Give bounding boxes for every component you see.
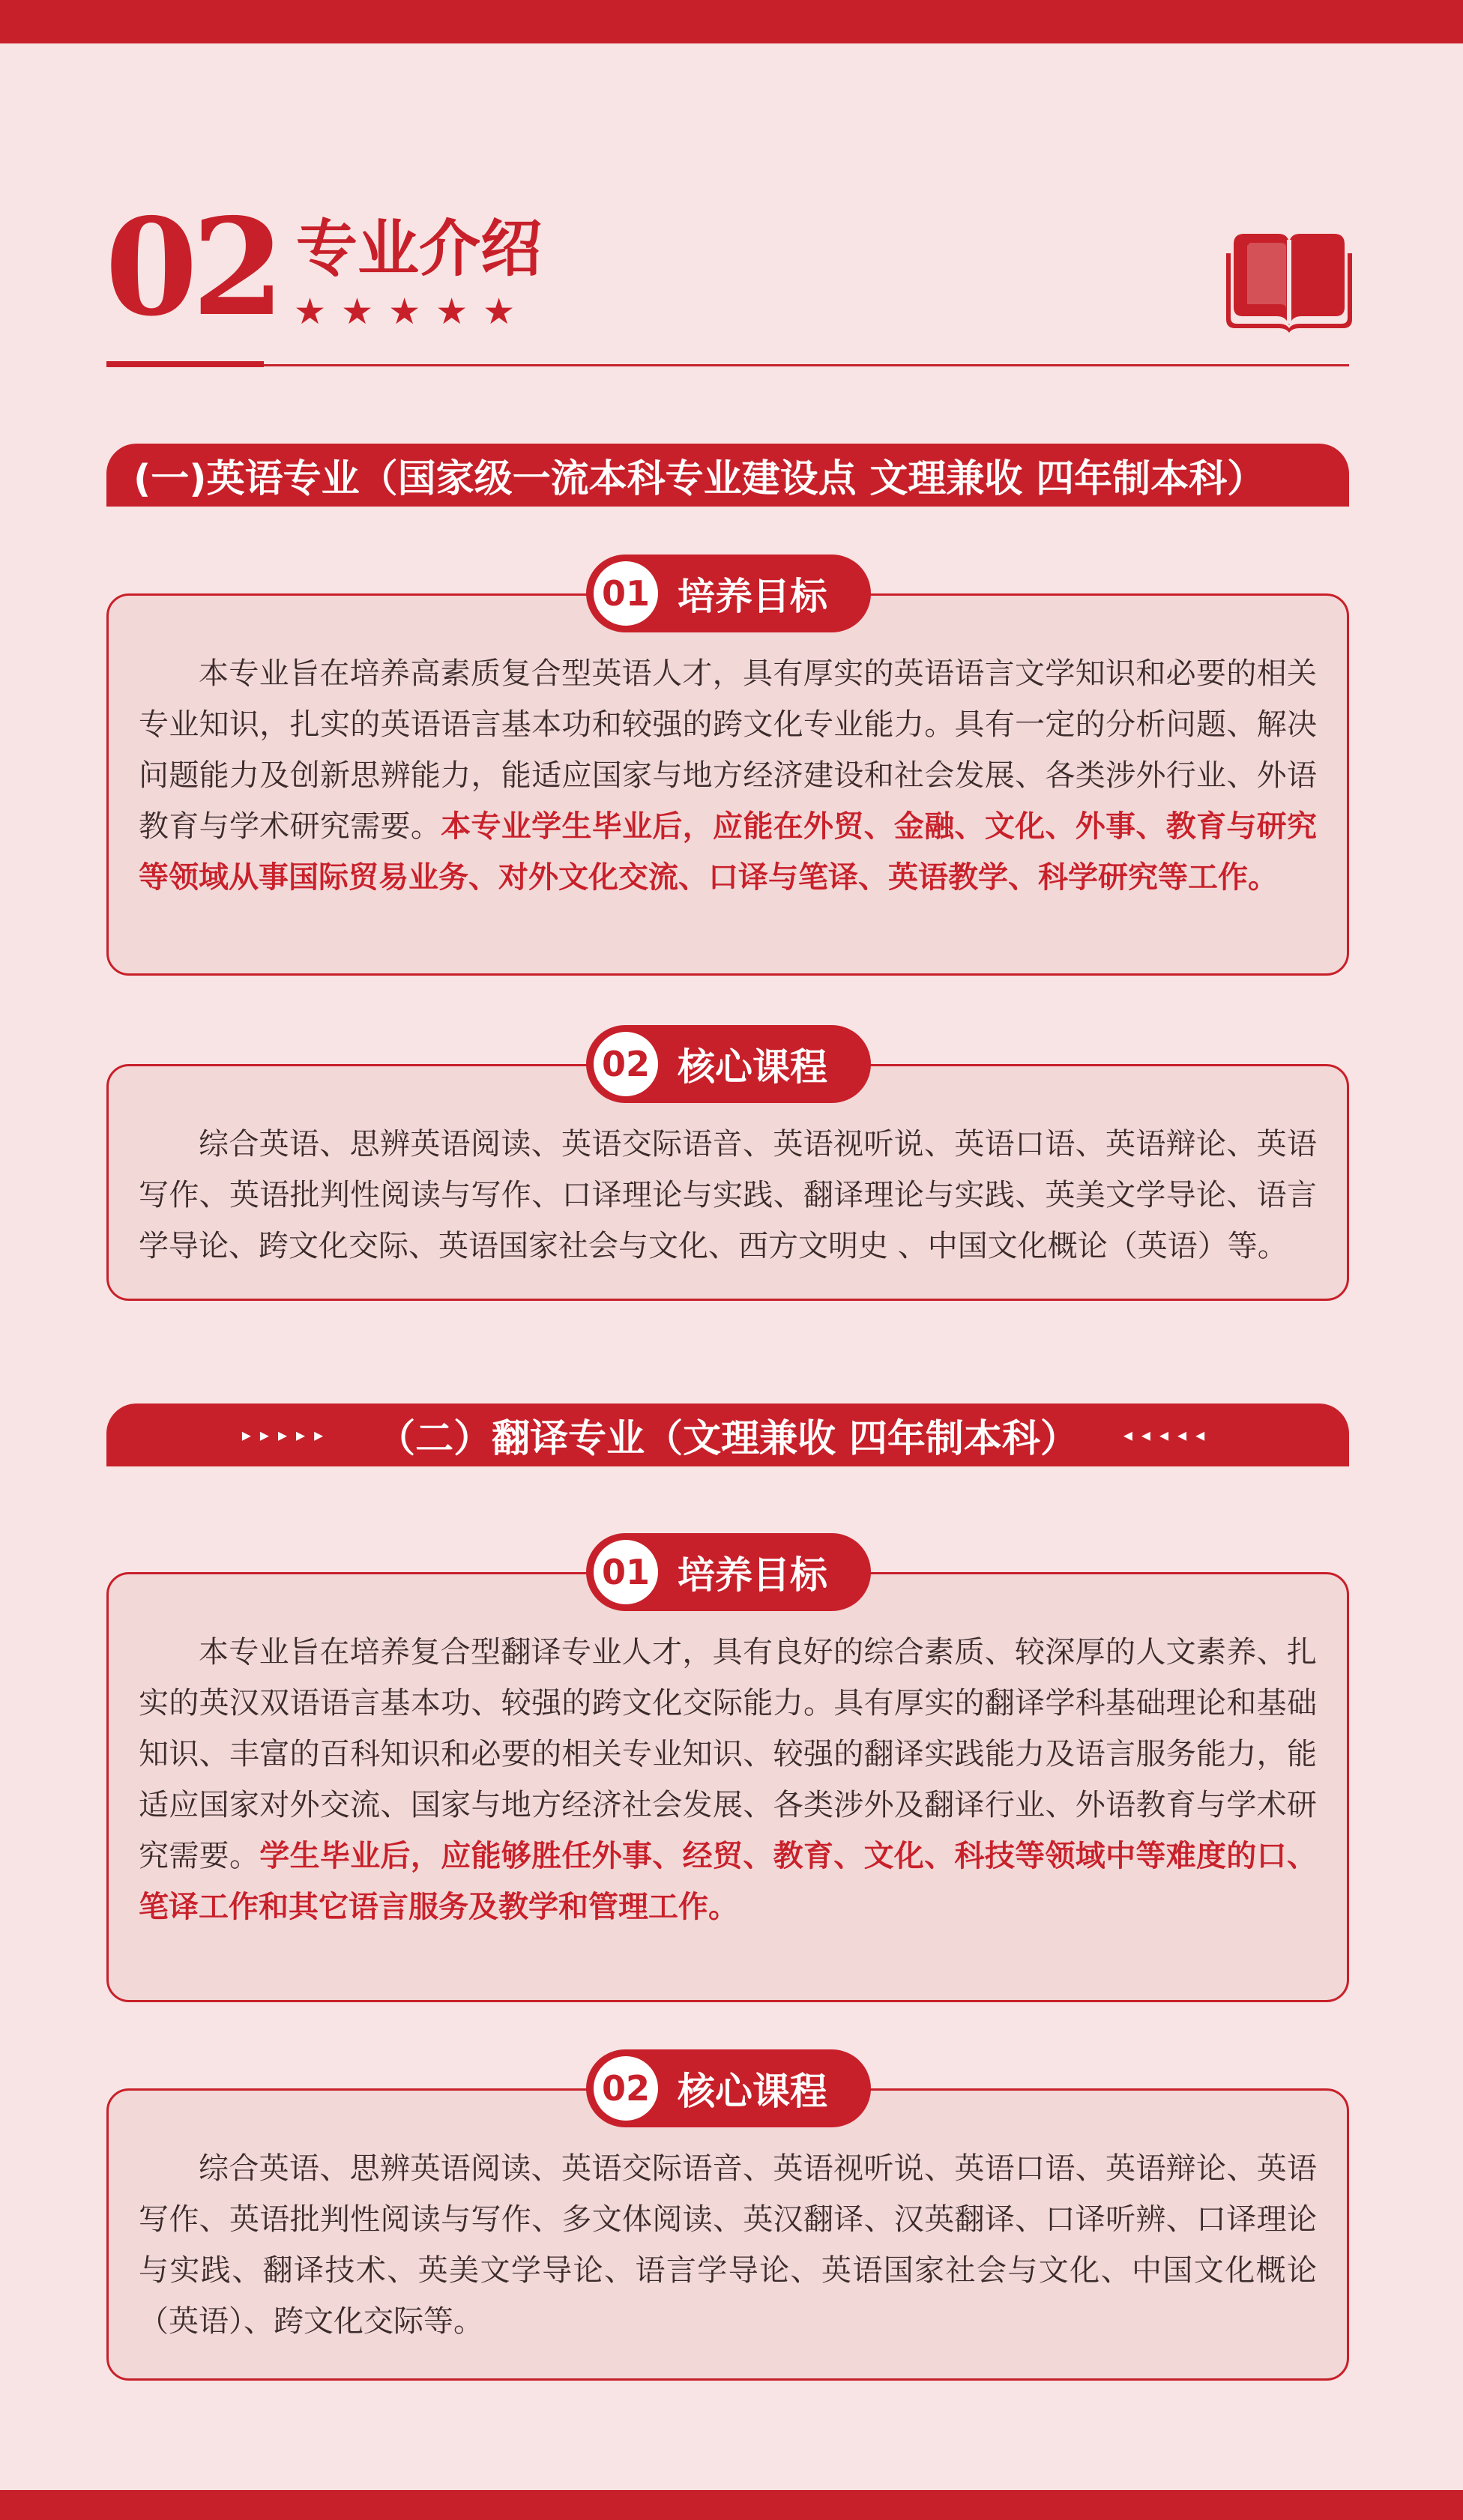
tab-label: 培养目标 (678, 575, 827, 618)
major-english-banner (106, 444, 1349, 507)
english-goals-tab (586, 555, 871, 632)
english-courses-tab (586, 1025, 871, 1103)
arrows-right-icon: ◂◂◂◂◂ (1123, 1424, 1214, 1445)
goals-highlight: 学生毕业后，应能够胜任外事、经贸、教育、文化、科技等领域中等难度的口、笔译工作和其它语言服务及教学和管理工作。 (139, 1839, 1318, 1924)
arrows-left-icon: ▸▸▸▸▸ (241, 1424, 333, 1445)
courses-text: 综合英语、思辨英语阅读、英语交际语音、英语视听说、英语口语、英语辩论、英语写作、英语批判性阅读与写作、多文体阅读、英汉翻译、汉英翻译、口译听辨、口译理论与实践、翻译技术、英美文学导论、语言学导论、英语国家社会与文化、中国文化概论（英语）、跨文化交际等。 (139, 2151, 1317, 2339)
english-goals-card (106, 593, 1349, 976)
header-rule-accent (106, 361, 264, 367)
rating-stars: ★★★★★ (294, 291, 531, 333)
translation-courses-tab (586, 2049, 871, 2127)
section-title: 专业介绍 (296, 214, 543, 285)
translation-goals-tab (586, 1533, 871, 1611)
tab-label: 核心课程 (678, 1045, 827, 1089)
banner-title: (一)英语专业（国家级一流本科专业建设点 文理兼收 四年制本科） (133, 457, 1266, 501)
book-icon (1226, 223, 1352, 333)
tab-number: 01 (594, 561, 658, 626)
goals-highlight: 本专业学生毕业后，应能在外贸、金融、文化、外事、教育与研究等领域从事国际贸易业务、对外文化交流、口译与笔译、英语教学、科学研究等工作。 (139, 809, 1318, 895)
card-text (139, 648, 1317, 903)
top-band (0, 0, 1463, 43)
goals-text: 本专业旨在培养高素质复合型英语人才，具有厚实的英语语言文学知识和必要的相关专业知识，扎实的英语语言基本功和较强的跨文化专业能力。具有一定的分析问题、解决问题能力及创新思辨能力，能适应国家与地方经济建设和社会发展、各类涉外行业、外语教育与学术研究需要。 (139, 656, 1317, 844)
goals-text: 本专业旨在培养复合型翻译专业人才，具有良好的综合素质、较深厚的人文素养、扎实的英汉双语语言基本功、较强的跨文化交际能力。具有厚实的翻译学科基础理论和基础知识、丰富的百科知识和必要的相关专业知识、较强的翻译实践能力及语言服务能力，能适应国家对外交流、国家与地方经济社会发展、各类涉外及翻译行业、外语教育与学术研究需要。 (139, 1635, 1317, 1873)
banner-title: （二）翻译专业（文理兼收 四年制本科） (377, 1417, 1079, 1461)
tab-number: 01 (594, 1540, 658, 1604)
translation-goals-card (106, 1572, 1349, 2002)
tab-number: 02 (594, 2056, 658, 2121)
tab-number: 02 (594, 1032, 658, 1096)
translation-courses-card (106, 2088, 1349, 2381)
section-number: 02 (105, 189, 279, 345)
courses-text: 综合英语、思辨英语阅读、英语交际语音、英语视听说、英语口语、英语辩论、英语写作、英语批判性阅读与写作、口译理论与实践、翻译理论与实践、英美文学导论、语言学导论、跨文化交际、英语国家社会与文化、西方文明史 、中国文化概论（英语）等。 (139, 1127, 1317, 1263)
header-rule (106, 364, 1349, 366)
card-text (139, 1627, 1317, 1933)
tab-label: 核心课程 (678, 2070, 827, 2113)
major-translation-banner (106, 1403, 1349, 1466)
tab-label: 培养目标 (678, 1553, 827, 1597)
bottom-band (0, 2490, 1463, 2520)
